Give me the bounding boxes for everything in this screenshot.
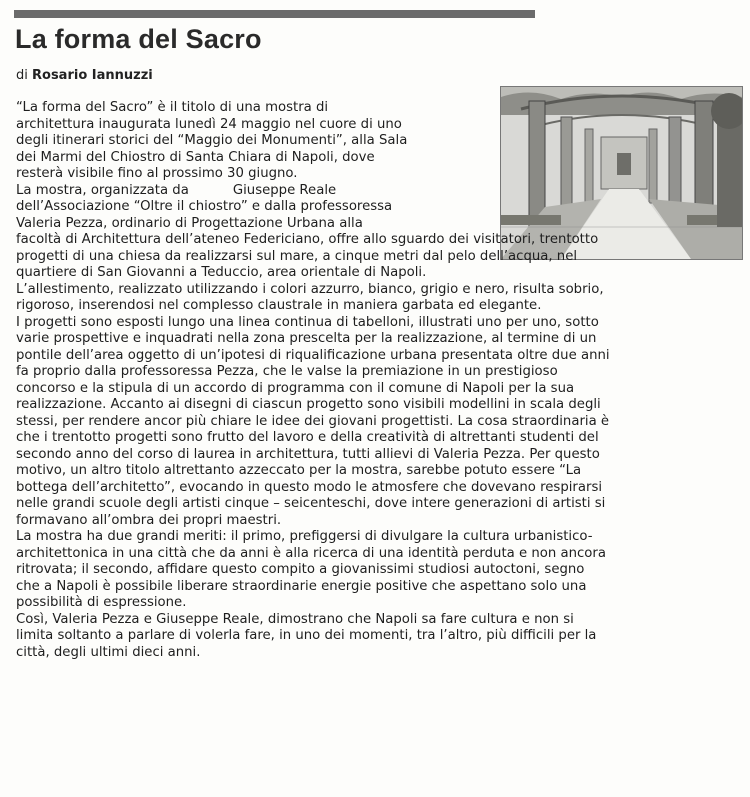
body-line: varie prospettive e inquadrati nella zona prescelta per la realizzazione, al termine di un [16,331,597,346]
byline [16,68,153,83]
body-line: concorso e la stipula di un accordo di programma con il comune di Napoli per la sua [16,380,575,396]
body-line: realizzazione. Accanto ai disegni di ciascun progetto sono visibili modellini in scala degli [16,397,601,412]
body-line: secondo anno del corso di laurea in architettura, tutti allievi di Valeria Pezza. Per questo [16,446,600,462]
body-line: quartiere di San Giovanni a Teduccio, area orientale di Napoli. [16,265,427,280]
body-line: Così, Valeria Pezza e Giuseppe Reale, dimostrano che Napoli sa fare cultura e non si [16,611,574,627]
body-line: La mostra ha due grandi meriti: il primo, prefiggersi di divulgare la cultura urbanistico- [16,529,593,544]
body-line: dell’Associazione “Oltre il chiostro” e dalla professoressa [16,199,393,214]
body-line: nelle grandi scuole degli artisti cinque – seicenteschi, dove intere generazioni di artisti si [16,496,606,511]
body-line: limita soltanto a parlare di volerla fare, in uno dei momenti, tra l’altro, più difficili per la [16,628,597,643]
body-line: facoltà di Architettura dell’ateneo Federiciano, offre allo sguardo dei visitatori, trentotto [16,232,599,247]
body-line: degli itinerari storici del “Maggio dei Monumenti”, alla Sala [16,133,408,148]
header-rule [14,10,535,18]
article-body [16,100,740,661]
body-line-part: La mostra, organizzata da [16,182,189,198]
byline-prefix: di [16,68,32,83]
body-line: dei Marmi del Chiostro di Santa Chiara di Napoli, dove [16,149,375,165]
body-line: ritrovata; il secondo, affidare questo compito a giovanissimi studiosi autoctoni, segno [16,562,585,577]
article-title: La forma del Sacro [15,24,262,54]
body-line: che a Napoli è possibile liberare straordinarie energie positive che aspettano solo una [16,578,587,594]
body-line: resterà visibile fino al prossimo 30 giugno. [16,166,298,181]
body-line: bottega dell’architetto”, evocando in questo modo le atmosfere che dovevano respirarsi [16,479,603,495]
body-line [16,183,740,200]
body-line: Valeria Pezza, ordinario di Progettazione Urbana alla [16,215,363,231]
body-line: L’allestimento, realizzato utilizzando i colori azzurro, bianco, grigio e nero, risulta sobrio, [16,281,604,297]
body-line: città, degli ultimi dieci anni. [16,644,201,660]
body-line: progetti di una chiesa da realizzarsi sul mare, a cinque metri dal pelo dell’acqua, nel [16,248,578,264]
body-line: architettura inaugurata lunedì 24 maggio nel cuore di uno [16,116,402,132]
body-line: architettonica in una città che da anni è alla ricerca di una identità perduta e non ancora [16,545,606,561]
body-line: pontile dell’area oggetto di un’ipotesi di riqualificazione urbana presentata oltre due anni [16,347,610,363]
body-line: che i trentotto progetti sono frutto del lavoro e della creatività di altrettanti studenti del [16,430,599,445]
body-line: possibilità di espressione. [16,595,187,610]
body-line: formavano all’ombra dei propri maestri. [16,512,282,528]
organizer-name: Giuseppe Reale [232,182,337,198]
body-line: motivo, un altro titolo altrettanto azzeccato per la mostra, sarebbe potuto essere “La [16,463,582,478]
body-line: stessi, per rendere ancor più chiare le idee dei giovani progettisti. La cosa straordinaria è [16,413,610,429]
body-line: “La forma del Sacro” è il titolo di una mostra di [16,100,329,115]
body-line: rigoroso, inserendosi nel complesso claustrale in maniera garbata ed elegante. [16,298,542,313]
body-line: fa proprio dalla professoressa Pezza, che le valse la premiazione in un prestigioso [16,364,558,379]
author-name: Rosario Iannuzzi [32,68,153,83]
body-line: I progetti sono esposti lungo una linea continua di tabelloni, illustrati uno per uno, sotto [16,314,599,330]
